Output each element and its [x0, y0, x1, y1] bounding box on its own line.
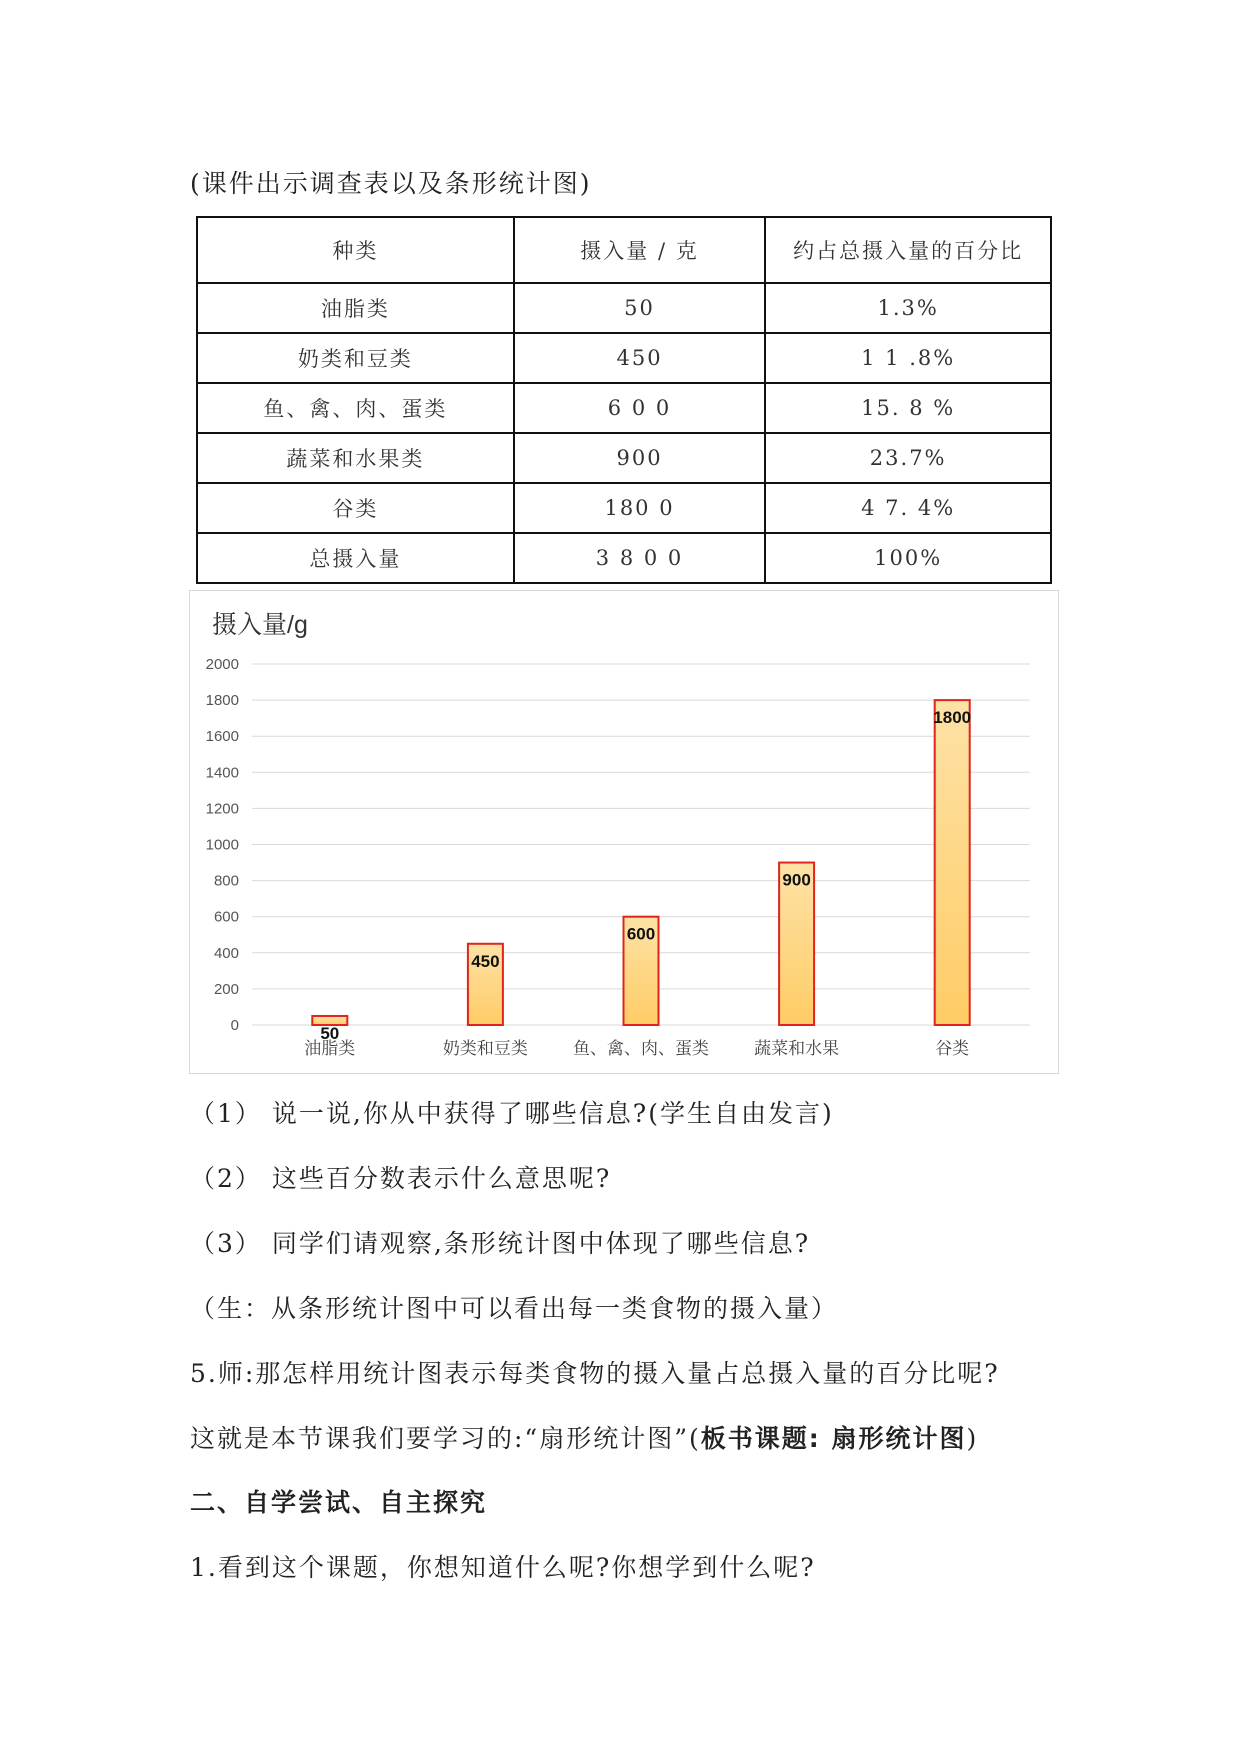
bar-data-label: 450: [471, 951, 500, 971]
table-cell: 900: [514, 433, 766, 483]
y-tick-label: 400: [213, 944, 239, 962]
x-category-label: 蔬菜和水果: [754, 1039, 840, 1058]
table-cell: 450: [514, 333, 766, 383]
table-cell: 油脂类: [197, 283, 514, 333]
table-row: [197, 483, 1051, 533]
table-row: [197, 433, 1051, 483]
bar-data-label: 600: [626, 924, 656, 944]
table-cell: 50: [514, 283, 766, 333]
topic-suffix: ): [966, 1424, 979, 1453]
y-tick-label: 1600: [205, 728, 239, 746]
x-category-label: 鱼、禽、肉、蛋类: [573, 1039, 709, 1058]
table-cell: 6 0 0: [514, 383, 766, 433]
table-cell: 3 8 0 0: [514, 533, 766, 583]
topic-prefix: 这就是本节课我们要学习的:“扇形统计图”(: [190, 1424, 701, 1453]
y-tick-label: 1800: [205, 692, 239, 710]
table-cell: 蔬菜和水果类: [197, 433, 514, 483]
topic-bold: 板书课题: 扇形统计图: [700, 1424, 967, 1453]
table-cell: 1 1 .8%: [765, 333, 1051, 383]
bar: [935, 700, 970, 1025]
question-3: （3） 同学们请观察,条形统计图中体现了哪些信息?: [190, 1229, 811, 1258]
y-tick-label: 2000: [205, 656, 239, 673]
y-tick-label: 1000: [205, 836, 239, 854]
x-category-label: 奶类和豆类: [442, 1039, 528, 1058]
intake-table: [196, 216, 1052, 584]
table-header-row: [197, 217, 1051, 283]
y-tick-label: 800: [213, 872, 239, 890]
table-header-cell: 约占总摄入量的百分比: [765, 217, 1051, 283]
item-1-text: 1.看到这个课题，你想知道什么呢?你想学到什么呢?: [190, 1553, 816, 1582]
intro-text: (课件出示调查表以及条形统计图): [190, 169, 592, 198]
table-cell: 180 0: [514, 483, 766, 533]
bar-data-label: 1800: [933, 708, 972, 728]
y-axis-title: 摄入量/g: [212, 611, 308, 639]
table-header-cell: 摄入量 / 克: [514, 217, 766, 283]
bar-data-label: 50: [320, 1023, 340, 1043]
x-category-label: 油脂类: [304, 1039, 356, 1058]
table-cell: 1.3%: [765, 283, 1051, 333]
table-row: [197, 533, 1051, 583]
y-tick-label: 0: [230, 1017, 239, 1034]
bar-chart: [189, 590, 1059, 1074]
table-cell: 谷类: [197, 483, 514, 533]
bar-chart-svg: [190, 591, 1058, 1073]
table-row: [197, 283, 1051, 333]
table-row: [197, 383, 1051, 433]
table-cell: 15. 8 %: [765, 383, 1051, 433]
table-cell: 奶类和豆类: [197, 333, 514, 383]
table-cell: 4 7. 4%: [765, 483, 1051, 533]
question-1: （1） 说一说,你从中获得了哪些信息?(学生自由发言): [190, 1099, 834, 1128]
table-cell: 鱼、禽、肉、蛋类: [197, 383, 514, 433]
question-2: （2） 这些百分数表示什么意思呢?: [190, 1164, 612, 1193]
table-cell: 100%: [765, 533, 1051, 583]
topic-line: [190, 1419, 978, 1455]
x-category-label: 谷类: [935, 1039, 970, 1058]
y-tick-label: 1400: [205, 764, 239, 782]
y-tick-label: 200: [213, 980, 239, 998]
y-tick-label: 600: [213, 908, 239, 926]
table-row: [197, 333, 1051, 383]
bar-data-label: 900: [782, 870, 811, 890]
y-tick-label: 1200: [205, 800, 239, 818]
student-answer: （生：从条形统计图中可以看出每一类食物的摄入量）: [190, 1294, 839, 1323]
step-5-text: 5.师:那怎样用统计图表示每类食物的摄入量占总摄入量的百分比呢?: [190, 1359, 1000, 1388]
table-cell: 总摄入量: [197, 533, 514, 583]
table-cell: 23.7%: [765, 433, 1051, 483]
table-header-cell: 种类: [197, 217, 514, 283]
section-heading: 二、自学尝试、自主探究: [190, 1488, 488, 1517]
